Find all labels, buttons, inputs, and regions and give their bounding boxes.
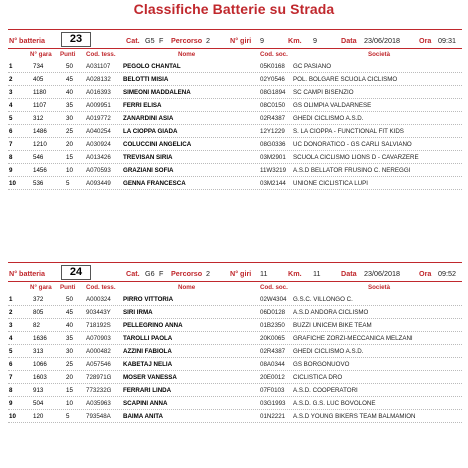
giri-value: 11 <box>260 269 268 278</box>
sex-value: F <box>159 36 164 45</box>
society-code-cell: 08G0336 <box>260 141 286 148</box>
cat-value: G5 <box>145 36 155 45</box>
society-code-cell: 07F0103 <box>260 387 285 394</box>
gara-cell: 1636 <box>33 335 47 342</box>
position-cell: 9 <box>9 400 13 407</box>
col-punti: Punti <box>60 51 76 58</box>
tessera-cell: A000324 <box>86 296 111 303</box>
athlete-name-cell: PELLEGRINO ANNA <box>123 322 183 329</box>
position-cell: 5 <box>9 348 13 355</box>
society-code-cell: 03M2901 <box>260 154 286 161</box>
table-row <box>8 86 462 99</box>
giri-label: N° giri <box>230 36 252 45</box>
ora-value: 09:52 <box>438 269 456 278</box>
gara-cell: 1603 <box>33 374 47 381</box>
society-code-cell: 20E0012 <box>260 374 285 381</box>
position-cell: 1 <box>9 296 13 303</box>
society-name-cell: A.S.D BELLATOR FRUSINO C. NEREGGI <box>293 167 411 174</box>
table-row <box>8 151 462 164</box>
col-gara: N° gara <box>30 51 52 58</box>
athlete-name-cell: MOSER VANESSA <box>123 374 177 381</box>
position-cell: 7 <box>9 141 13 148</box>
position-cell: 7 <box>9 374 13 381</box>
athlete-name-cell: COLUCCINI ANGELICA <box>123 141 192 148</box>
gara-cell: 1210 <box>33 141 47 148</box>
battery-section-23 <box>8 29 462 190</box>
society-code-cell: 02Y0546 <box>260 76 285 83</box>
society-name-cell: SCUOLA CICLISMO LIONS D - CAVARZERE <box>293 154 419 161</box>
percorso-value: 2 <box>206 36 210 45</box>
position-cell: 3 <box>9 89 13 96</box>
table-row <box>8 73 462 86</box>
athlete-name-cell: PIRRO VITTORIA <box>123 296 174 303</box>
ora-label: Ora <box>419 36 432 45</box>
sex-value: F <box>159 269 164 278</box>
batteria-number: 24 <box>61 265 91 280</box>
gara-cell: 1107 <box>33 102 47 109</box>
table-row <box>8 371 462 384</box>
society-name-cell: GC PASIANO <box>293 63 332 70</box>
punti-cell: 30 <box>66 115 73 122</box>
gara-cell: 372 <box>33 296 44 303</box>
table-row <box>8 164 462 177</box>
col-gara: N° gara <box>30 284 52 291</box>
col-tess: Cod. tess. <box>86 51 116 58</box>
ora-value: 09:31 <box>438 36 456 45</box>
table-row <box>8 332 462 345</box>
punti-cell: 50 <box>66 63 73 70</box>
society-name-cell: GS OLIMPIA VALDARNESE <box>293 102 372 109</box>
athlete-name-cell: SIMEONI MADDALENA <box>123 89 191 96</box>
society-name-cell: GS BORGONUOVO <box>293 361 350 368</box>
position-cell: 8 <box>9 154 13 161</box>
page-title: Classifiche Batterie su Strada <box>133 1 335 17</box>
data-label: Data <box>341 269 357 278</box>
km-value: 9 <box>313 36 317 45</box>
tessera-cell: A013426 <box>86 154 111 161</box>
table-row <box>8 410 462 423</box>
tessera-cell: 728971G <box>86 374 112 381</box>
gara-cell: 1180 <box>33 89 47 96</box>
table-row <box>8 397 462 410</box>
society-code-cell: 08C0150 <box>260 102 286 109</box>
punti-cell: 25 <box>66 128 73 135</box>
society-name-cell: SC CAMPI BISENZIO <box>293 89 354 96</box>
society-code-cell: 02R4387 <box>260 115 286 122</box>
cat-label: Cat. <box>126 36 140 45</box>
tessera-cell: A070903 <box>86 335 111 342</box>
athlete-name-cell: AZZINI FABIOLA <box>123 348 172 355</box>
gara-cell: 1486 <box>33 128 47 135</box>
col-societa: Società <box>368 284 391 291</box>
gara-cell: 546 <box>33 154 44 161</box>
society-name-cell: GHEDI CICLISMO A.S.D. <box>293 115 364 122</box>
table-row <box>8 112 462 125</box>
society-code-cell: 12Y1229 <box>260 128 285 135</box>
tessera-cell: A019772 <box>86 115 111 122</box>
col-societa: Società <box>368 51 391 58</box>
tessera-cell: A035963 <box>86 400 111 407</box>
tessera-cell: 903443Y <box>86 309 111 316</box>
col-nome: Nome <box>178 51 196 58</box>
ora-label: Ora <box>419 269 432 278</box>
society-code-cell: 02R4387 <box>260 348 286 355</box>
table-row <box>8 99 462 112</box>
position-cell: 2 <box>9 76 13 83</box>
tessera-cell: A016393 <box>86 89 111 96</box>
percorso-label: Percorso <box>171 269 203 278</box>
punti-cell: 45 <box>66 309 73 316</box>
society-code-cell: 03M2144 <box>260 180 286 187</box>
society-code-cell: 01N2221 <box>260 413 286 420</box>
data-value: 23/06/2018 <box>364 36 400 45</box>
society-code-cell: 06D0128 <box>260 309 286 316</box>
col-punti: Punti <box>60 284 76 291</box>
gara-cell: 913 <box>33 387 44 394</box>
tessera-cell: A040254 <box>86 128 111 135</box>
athlete-name-cell: BELOTTI MISIA <box>123 76 169 83</box>
tessera-cell: 793548A <box>86 413 111 420</box>
table-row <box>8 306 462 319</box>
batteria-label: N° batteria <box>9 36 46 45</box>
gara-cell: 405 <box>33 76 44 83</box>
data-value: 23/06/2018 <box>364 269 400 278</box>
position-cell: 8 <box>9 387 13 394</box>
col-nome: Nome <box>178 284 196 291</box>
position-cell: 2 <box>9 309 13 316</box>
society-name-cell: GHEDI CICLISMO A.S.D. <box>293 348 364 355</box>
tessera-cell: A093449 <box>86 180 111 187</box>
punti-cell: 50 <box>66 296 73 303</box>
col-soc: Cod. soc. <box>260 51 288 58</box>
gara-cell: 504 <box>33 400 44 407</box>
giri-label: N° giri <box>230 269 252 278</box>
table-row <box>8 319 462 332</box>
society-name-cell: UC DONORATICO - GS CARLI SALVIANO <box>293 141 412 148</box>
punti-cell: 35 <box>66 335 73 342</box>
athlete-name-cell: GENNA FRANCESCA <box>123 180 186 187</box>
position-cell: 9 <box>9 167 13 174</box>
batteria-label: N° batteria <box>9 269 46 278</box>
tessera-cell: 773232G <box>86 387 112 394</box>
punti-cell: 5 <box>66 180 70 187</box>
percorso-label: Percorso <box>171 36 203 45</box>
data-label: Data <box>341 36 357 45</box>
tessera-cell: A009951 <box>86 102 111 109</box>
punti-cell: 40 <box>66 322 73 329</box>
tessera-cell: A057546 <box>86 361 111 368</box>
punti-cell: 20 <box>66 141 73 148</box>
society-code-cell: 01B2350 <box>260 322 285 329</box>
punti-cell: 45 <box>66 76 73 83</box>
giri-value: 9 <box>260 36 264 45</box>
tessera-cell: 718192S <box>86 322 111 329</box>
position-cell: 6 <box>9 128 13 135</box>
society-code-cell: 05K0168 <box>260 63 285 70</box>
position-cell: 10 <box>9 180 16 187</box>
athlete-name-cell: SIRI IRMA <box>123 309 153 316</box>
cat-value: G6 <box>145 269 155 278</box>
society-name-cell: POL. BOLGARE SCUOLA CICLISMO <box>293 76 398 83</box>
percorso-value: 2 <box>206 269 210 278</box>
column-headers <box>8 49 462 60</box>
society-name-cell: A.S.D. COOPERATORI <box>293 387 358 394</box>
position-cell: 4 <box>9 102 13 109</box>
table-row <box>8 293 462 306</box>
society-code-cell: 20K0065 <box>260 335 285 342</box>
position-cell: 1 <box>9 63 13 70</box>
battery-section-24 <box>8 262 462 423</box>
gara-cell: 312 <box>33 115 44 122</box>
society-name-cell: A.S.D. G.S. LUC BOVOLONE <box>293 400 376 407</box>
km-label: Km. <box>288 36 302 45</box>
gara-cell: 805 <box>33 309 44 316</box>
society-name-cell: S. LA CIOPPA - FUNCTIONAL FIT KIDS <box>293 128 404 135</box>
punti-cell: 15 <box>66 387 73 394</box>
society-name-cell: CICLISTICA DRO <box>293 374 343 381</box>
society-code-cell: 08G1894 <box>260 89 286 96</box>
society-code-cell: 08A0344 <box>260 361 285 368</box>
athlete-name-cell: KABETAJ NELIA <box>123 361 173 368</box>
society-name-cell: UNIONE CICLISTICA LUPI <box>293 180 368 187</box>
society-code-cell: 11W3219 <box>260 167 287 174</box>
position-cell: 10 <box>9 413 16 420</box>
punti-cell: 10 <box>66 167 73 174</box>
tessera-cell: A028132 <box>86 76 111 83</box>
punti-cell: 10 <box>66 400 73 407</box>
gara-cell: 734 <box>33 63 44 70</box>
gara-cell: 82 <box>33 322 40 329</box>
tessera-cell: A031107 <box>86 63 111 70</box>
athlete-name-cell: ZANARDINI ASIA <box>123 115 174 122</box>
table-row <box>8 345 462 358</box>
battery-header <box>8 262 462 282</box>
punti-cell: 40 <box>66 89 73 96</box>
table-row <box>8 384 462 397</box>
position-cell: 6 <box>9 361 13 368</box>
position-cell: 5 <box>9 115 13 122</box>
society-name-cell: BUZZI UNICEM BIKE TEAM <box>293 322 372 329</box>
col-soc: Cod. soc. <box>260 284 288 291</box>
athlete-name-cell: BAIMA ANITA <box>123 413 163 420</box>
table-row <box>8 358 462 371</box>
society-name-cell: A.S.D ANDORA CICLISMO <box>293 309 369 316</box>
gara-cell: 120 <box>33 413 44 420</box>
society-name-cell: GRAFICHE ZORZI-MECCANICA MELZANI <box>293 335 413 342</box>
punti-cell: 5 <box>66 413 70 420</box>
km-label: Km. <box>288 269 302 278</box>
table-row <box>8 177 462 190</box>
gara-cell: 536 <box>33 180 44 187</box>
position-cell: 3 <box>9 322 13 329</box>
punti-cell: 30 <box>66 348 73 355</box>
table-row <box>8 60 462 73</box>
athlete-name-cell: TAROLLI PAOLA <box>123 335 173 342</box>
punti-cell: 20 <box>66 374 73 381</box>
km-value: 11 <box>313 269 321 278</box>
society-code-cell: 02W4304 <box>260 296 287 303</box>
column-headers <box>8 282 462 293</box>
athlete-name-cell: SCAPINI ANNA <box>123 400 168 407</box>
society-name-cell: A.S.D YOUNG BIKERS TEAM BALMAMION <box>293 413 416 420</box>
gara-cell: 1066 <box>33 361 47 368</box>
tessera-cell: A030924 <box>86 141 111 148</box>
athlete-name-cell: GRAZIANI SOFIA <box>123 167 174 174</box>
position-cell: 4 <box>9 335 13 342</box>
table-row <box>8 138 462 151</box>
table-row <box>8 125 462 138</box>
batteria-number: 23 <box>61 32 91 47</box>
punti-cell: 25 <box>66 361 73 368</box>
punti-cell: 35 <box>66 102 73 109</box>
punti-cell: 15 <box>66 154 73 161</box>
battery-header <box>8 29 462 49</box>
athlete-name-cell: LA CIOPPA GIADA <box>123 128 178 135</box>
society-code-cell: 03G1993 <box>260 400 286 407</box>
society-name-cell: G.S.C. VILLONGO C. <box>293 296 353 303</box>
tessera-cell: A070593 <box>86 167 111 174</box>
cat-label: Cat. <box>126 269 140 278</box>
athlete-name-cell: FERRI ELISA <box>123 102 162 109</box>
gara-cell: 1456 <box>33 167 47 174</box>
tessera-cell: A000482 <box>86 348 111 355</box>
athlete-name-cell: FERRARI LINDA <box>123 387 172 394</box>
col-tess: Cod. tess. <box>86 284 116 291</box>
athlete-name-cell: TREVISAN SIRIA <box>123 154 173 161</box>
gara-cell: 313 <box>33 348 44 355</box>
athlete-name-cell: PEGOLO CHANTAL <box>123 63 181 70</box>
